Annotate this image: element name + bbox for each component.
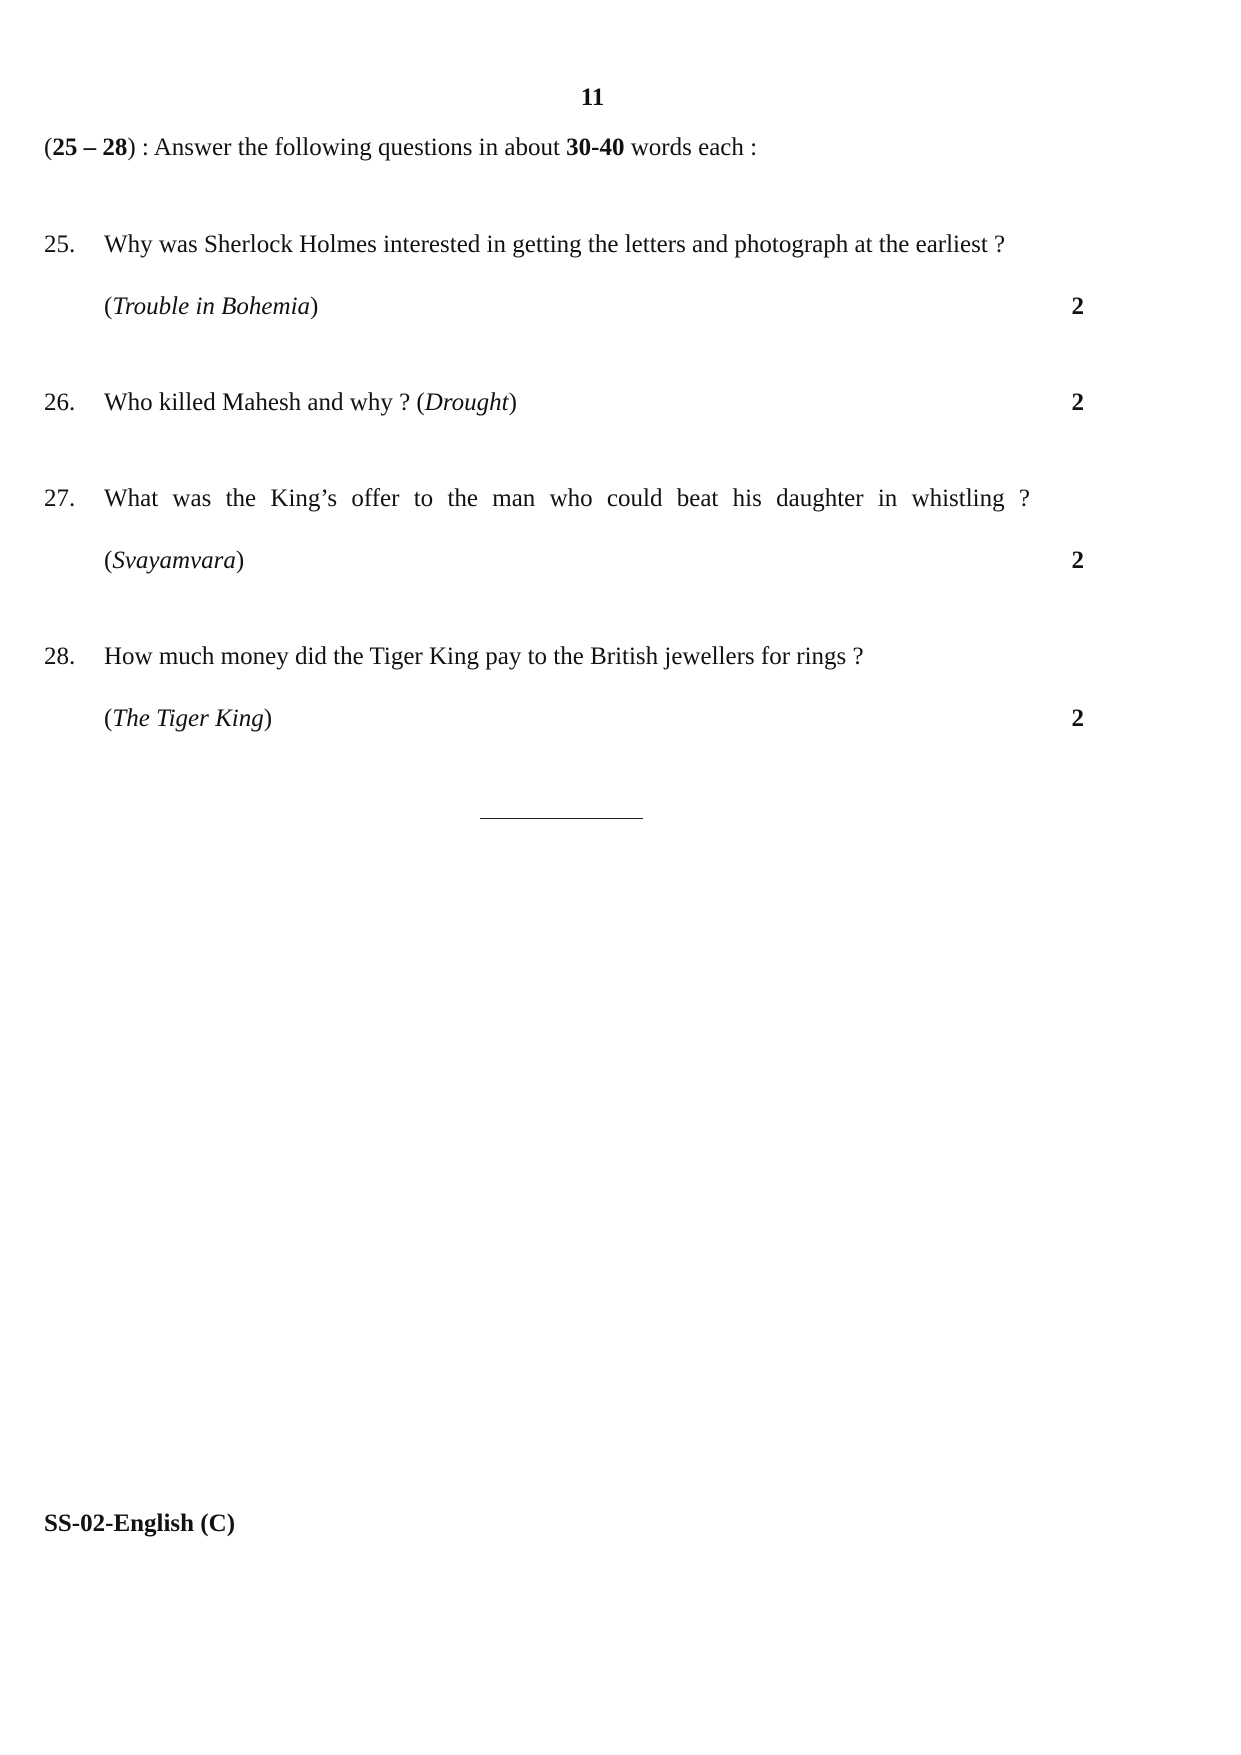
source-open-paren: ( bbox=[104, 705, 113, 732]
question-25 bbox=[44, 230, 1084, 322]
question-text-main: Who killed Mahesh and why ? ( bbox=[104, 389, 425, 416]
section-instruction bbox=[44, 134, 757, 162]
instruction-question-range: 25 – 28 bbox=[52, 134, 128, 161]
source-title: Drought bbox=[424, 389, 509, 416]
question-text: What was the King’s offer to the man who could beat his daughter in whistling ? bbox=[104, 485, 1030, 512]
question-27 bbox=[44, 484, 1084, 576]
question-number: 26. bbox=[44, 389, 76, 416]
source-title: The Tiger King bbox=[112, 705, 264, 732]
question-source bbox=[104, 546, 244, 576]
question-26 bbox=[44, 388, 1084, 418]
question-number: 25. bbox=[44, 231, 76, 258]
question-text: How much money did the Tiger King pay to the British jewellers for rings ? bbox=[104, 643, 864, 670]
question-marks: 2 bbox=[1071, 547, 1084, 574]
question-text: Why was Sherlock Holmes interested in getting the letters and photograph at the earliest ? bbox=[104, 231, 1006, 258]
question-source bbox=[104, 292, 318, 322]
source-open-paren: ( bbox=[104, 293, 113, 320]
source-title: Svayamvara bbox=[112, 547, 236, 574]
source-close-paren: ) bbox=[508, 389, 517, 416]
question-marks: 2 bbox=[1071, 389, 1084, 416]
instruction-text: ) : Answer the following questions in about bbox=[127, 134, 567, 161]
question-number: 27. bbox=[44, 485, 76, 512]
footer-paper-code: SS-02-English (C) bbox=[44, 1510, 236, 1537]
source-open-paren: ( bbox=[104, 547, 113, 574]
source-close-paren: ) bbox=[263, 705, 273, 732]
question-marks: 2 bbox=[1071, 705, 1084, 732]
source-close-paren: ) bbox=[235, 547, 245, 574]
question-text bbox=[104, 388, 1030, 418]
end-of-section-rule bbox=[480, 818, 643, 819]
page-number: 11 bbox=[580, 84, 605, 111]
instruction-word-count: 30-40 bbox=[566, 134, 625, 161]
question-28 bbox=[44, 642, 1084, 734]
source-title: Trouble in Bohemia bbox=[112, 293, 311, 320]
question-marks: 2 bbox=[1071, 293, 1084, 320]
source-close-paren: ) bbox=[310, 293, 319, 320]
question-number: 28. bbox=[44, 643, 76, 670]
question-source bbox=[104, 704, 272, 734]
instruction-open-paren: ( bbox=[44, 134, 53, 161]
instruction-text-end: words each : bbox=[624, 134, 758, 161]
